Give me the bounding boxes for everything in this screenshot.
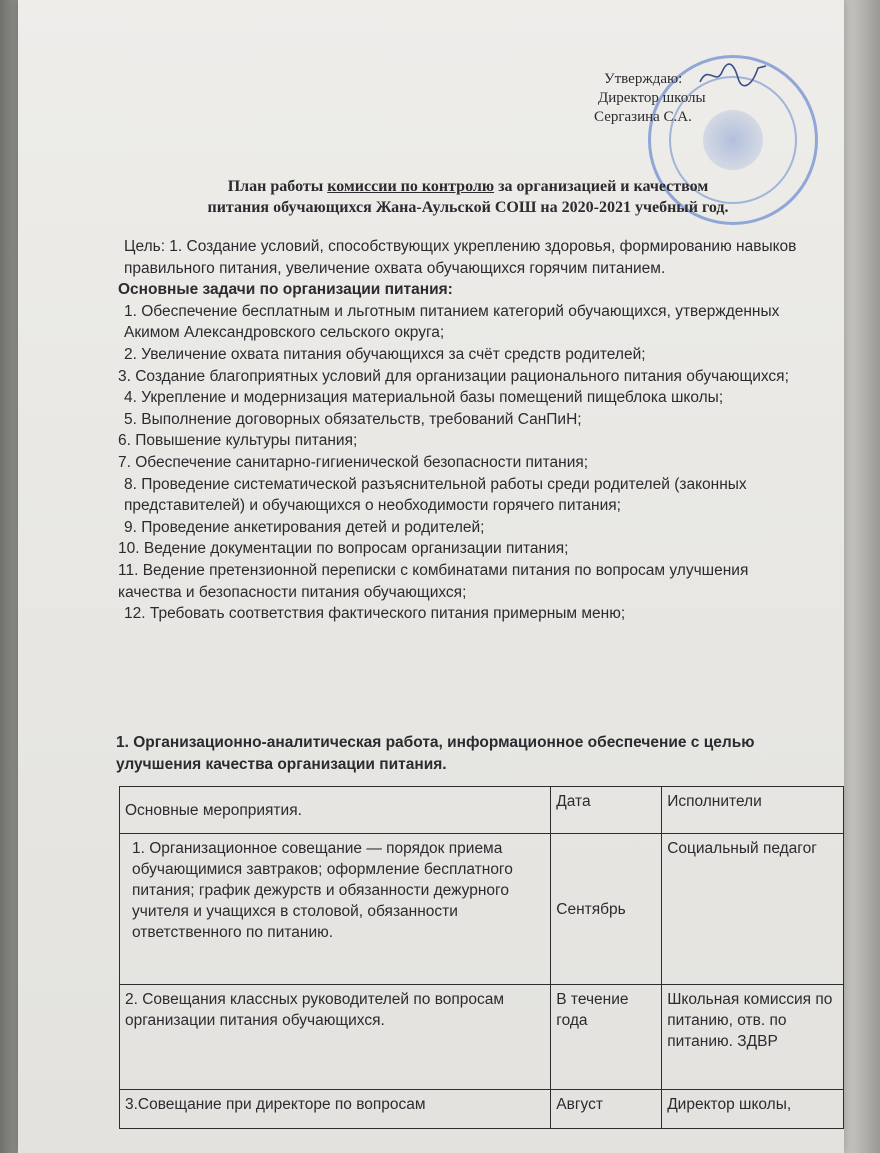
task-item: 10. Ведение документации по вопросам организации питания; xyxy=(118,540,569,558)
tasks-heading: Основные задачи по организации питания: xyxy=(118,281,453,299)
approval-block xyxy=(578,70,818,127)
task-item: 12. Требовать соответствия фактического питания примерным меню; xyxy=(124,605,626,623)
activity-cell: 1. Организационное совещание — порядок приема обучающимися завтраков; оформление бесплатного питания; график дежурств и обязанности дежурного учителя и учащихся в столовой, обязанности ответственного по питанию. xyxy=(120,834,551,985)
header-cell-activities: Основные мероприятия. xyxy=(120,787,551,834)
title-part-1: План работы xyxy=(227,178,328,195)
activity-cell: 2. Совещания классных руководителей по вопросам организации питания обучающихся. xyxy=(120,985,551,1090)
executor-cell: Школьная комиссия по питанию, отв. по питанию. ЗДВР xyxy=(662,985,844,1090)
task-item: 2. Увеличение охвата питания обучающихся за счёт средств родителей; xyxy=(124,345,646,363)
task-item: 7. Обеспечение санитарно-гигиенической безопасности питания; xyxy=(118,453,589,471)
date-cell: Август xyxy=(551,1090,662,1129)
section-1-heading: 1. Организационно-аналитическая работа, информационное обеспечение с целью улучшения качества организации питания. xyxy=(116,734,755,773)
header-cell-executors: Исполнители xyxy=(662,787,844,834)
document-title xyxy=(138,176,798,218)
activities-table xyxy=(119,786,844,1129)
approval-line-3: Сергазина С.А. xyxy=(594,109,692,125)
task-item: 9. Проведение анкетирования детей и родителей; xyxy=(124,518,485,536)
task-item: 1. Обеспечение бесплатным и льготным питанием категорий обучающихся, утвержденных Акимом Александровского сельского округа; xyxy=(124,302,780,342)
approval-line-1: Утверждаю: xyxy=(604,71,683,87)
date-cell: Сентябрь xyxy=(551,834,662,985)
goal-paragraph: Цель: 1. Создание условий, способствующих укреплению здоровья, формированию навыков правильного питания, увеличение охвата обучающихся горячим питанием. xyxy=(124,238,797,277)
title-underlined: комиссии по контролю xyxy=(327,178,495,195)
task-item: 5. Выполнение договорных обязательств, требований СанПиН; xyxy=(124,410,582,428)
executor-cell: Социальный педагог xyxy=(662,834,844,985)
task-item: 8. Проведение систематической разъяснительной работы среди родителей (законных представителей) и обучающихся о необходимости горячего питания; xyxy=(124,475,747,515)
date-cell: В течение года xyxy=(551,985,662,1090)
table-header-row xyxy=(120,787,844,834)
task-item: 3. Создание благоприятных условий для организации рационального питания обучающихся; xyxy=(118,367,789,385)
task-item: 4. Укрепление и модернизация материальной базы помещений пищеблока школы; xyxy=(124,389,724,407)
table-row xyxy=(120,1090,844,1129)
task-item: 6. Повышение культуры питания; xyxy=(118,432,358,450)
document-body xyxy=(118,236,808,625)
title-part-2: за организацией и качеством xyxy=(494,178,709,195)
activity-cell: 3.Совещание при директоре по вопросам xyxy=(120,1090,551,1129)
executor-cell: Директор школы, xyxy=(662,1090,844,1129)
table-row xyxy=(120,834,844,985)
table-row xyxy=(120,985,844,1090)
document-page xyxy=(18,0,844,1153)
header-cell-date: Дата xyxy=(551,787,662,834)
title-line-2: питания обучающихся Жана-Аульской СОШ на 2020-2021 учебный год. xyxy=(207,199,729,216)
approval-line-2: Директор школы xyxy=(598,90,706,106)
task-item: 11. Ведение претензионной переписки с комбинатами питания по вопросам улучшения качества и безопасности питания обучающихся; xyxy=(118,561,749,601)
